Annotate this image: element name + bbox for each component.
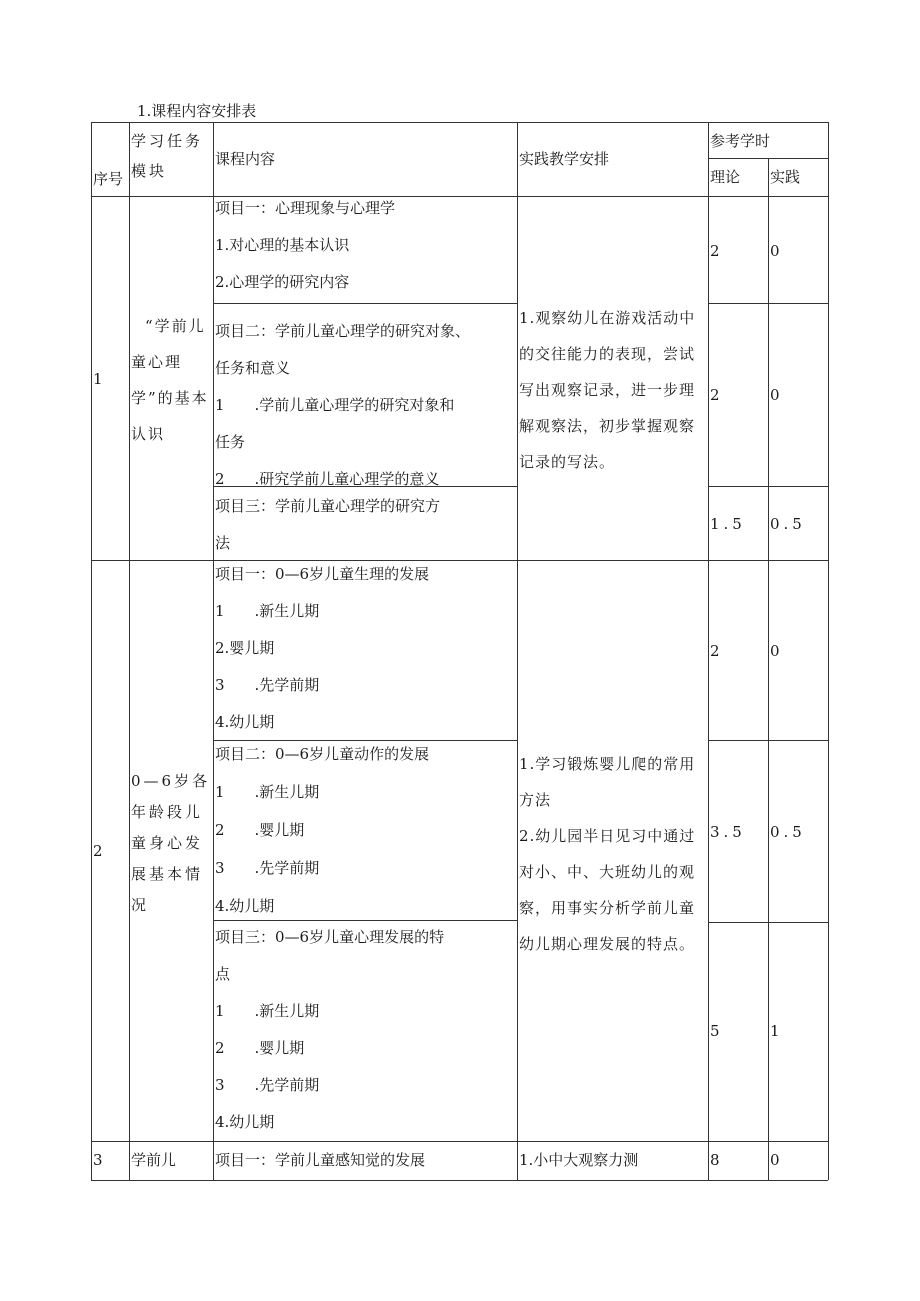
row2-p2-line4: 3 .先学前期 xyxy=(215,859,320,877)
row2-p3-line6: 4.幼儿期 xyxy=(215,1113,275,1131)
row1-p2-practical: 0 xyxy=(770,386,780,404)
row2-p1-practical: 0 xyxy=(770,642,780,660)
header-practical: 实践 xyxy=(770,168,801,186)
row2-p1-line4: 3 .先学前期 xyxy=(215,676,320,694)
header-module: 学习任务模块 xyxy=(131,132,204,180)
row2-practice-item2: 2.幼儿园半日见习中通过对小、中、大班幼儿的观察，用事实分析学前儿童幼儿期心理发展的特点。 xyxy=(519,827,696,953)
row2-p3-line2: 点 xyxy=(215,965,231,983)
row1-p1-practical: 0 xyxy=(770,242,780,260)
row1-p2-line5: 2 .研究学前儿童心理学的意义 xyxy=(215,470,440,488)
row2-p2-practical: 0.5 xyxy=(770,823,806,841)
row2-p3-line5: 3 .先学前期 xyxy=(215,1076,320,1094)
row1-p2-line3: 1 .学前儿童心理学的研究对象和 xyxy=(215,396,455,414)
row3-seq: 3 xyxy=(93,1151,103,1169)
row2-p3-theory: 5 xyxy=(710,1022,720,1040)
header-content: 课程内容 xyxy=(215,150,276,168)
header-theory: 理论 xyxy=(710,168,741,186)
row1-module: “学前儿童心理学”的基本认识 xyxy=(131,317,209,443)
row2-p2-line5: 4.幼儿期 xyxy=(215,897,275,915)
row1-p3-theory: 1.5 xyxy=(710,515,746,533)
row3-p1-practical: 0 xyxy=(770,1151,780,1169)
row1-p1-line3: 2.心理学的研究内容 xyxy=(215,273,350,291)
row1-seq: 1 xyxy=(93,370,103,388)
row2-module: 0—6岁各年龄段儿童身心发展基本情况 xyxy=(131,772,211,914)
row2-p1-theory: 2 xyxy=(710,642,720,660)
row2-p3-line3: 1 .新生儿期 xyxy=(215,1002,320,1020)
row2-p1-line5: 4.幼儿期 xyxy=(215,713,275,731)
header-practice: 实践教学安排 xyxy=(519,150,610,168)
row2-p1-line2: 1 .新生儿期 xyxy=(215,602,320,620)
row1-p1-line1: 项目一：心理现象与心理学 xyxy=(215,199,396,217)
row1-p2-line1: 项目二：学前儿童心理学的研究对象、 xyxy=(215,322,471,340)
table-caption: 1.课程内容安排表 xyxy=(137,102,257,120)
row1-p3-practical: 0.5 xyxy=(770,515,806,533)
row1-p3-line1: 项目三：学前儿童心理学的研究方 xyxy=(215,497,441,515)
row1-p1-line2: 1.对心理的基本认识 xyxy=(215,236,350,254)
header-seq: 序号 xyxy=(93,170,124,188)
row1-p2-line2: 任务和意义 xyxy=(215,359,291,377)
row1-p1-theory: 2 xyxy=(710,242,720,260)
row2-p3-line1: 项目三：0—6岁儿童心理发展的特 xyxy=(215,928,445,946)
row2-seq: 2 xyxy=(93,842,103,860)
row2-p2-line2: 1 .新生儿期 xyxy=(215,783,320,801)
row2-p2-theory: 3.5 xyxy=(710,823,746,841)
row2-p3-practical: 1 xyxy=(770,1022,780,1040)
row2-p1-line1: 项目一：0—6岁儿童生理的发展 xyxy=(215,565,430,583)
row2-p3-line4: 2 .婴儿期 xyxy=(215,1039,305,1057)
row1-p2-theory: 2 xyxy=(710,386,720,404)
row2-p2-line1: 项目二：0—6岁儿童动作的发展 xyxy=(215,745,430,763)
row2-p2-line3: 2 .婴儿期 xyxy=(215,821,305,839)
row2-p1-line3: 2.婴儿期 xyxy=(215,639,275,657)
header-hours: 参考学时 xyxy=(710,132,771,150)
row1-p3-line2: 法 xyxy=(215,534,231,552)
row1-practice: 1.观察幼儿在游戏活动中的交往能力的表现，尝试写出观察记录，进一步理解观察法，初步掌握观察记录的写法。 xyxy=(519,309,696,471)
row3-p1-line1: 项目一：学前儿童感知觉的发展 xyxy=(215,1151,426,1169)
row3-practice: 1.小中大观察力测 xyxy=(519,1151,639,1169)
row1-p2-line4: 任务 xyxy=(215,433,246,451)
row3-module: 学前儿 xyxy=(131,1151,177,1169)
row2-practice-item1: 1.学习锻炼婴儿爬的常用方法 xyxy=(519,755,696,809)
row3-p1-theory: 8 xyxy=(710,1151,720,1169)
